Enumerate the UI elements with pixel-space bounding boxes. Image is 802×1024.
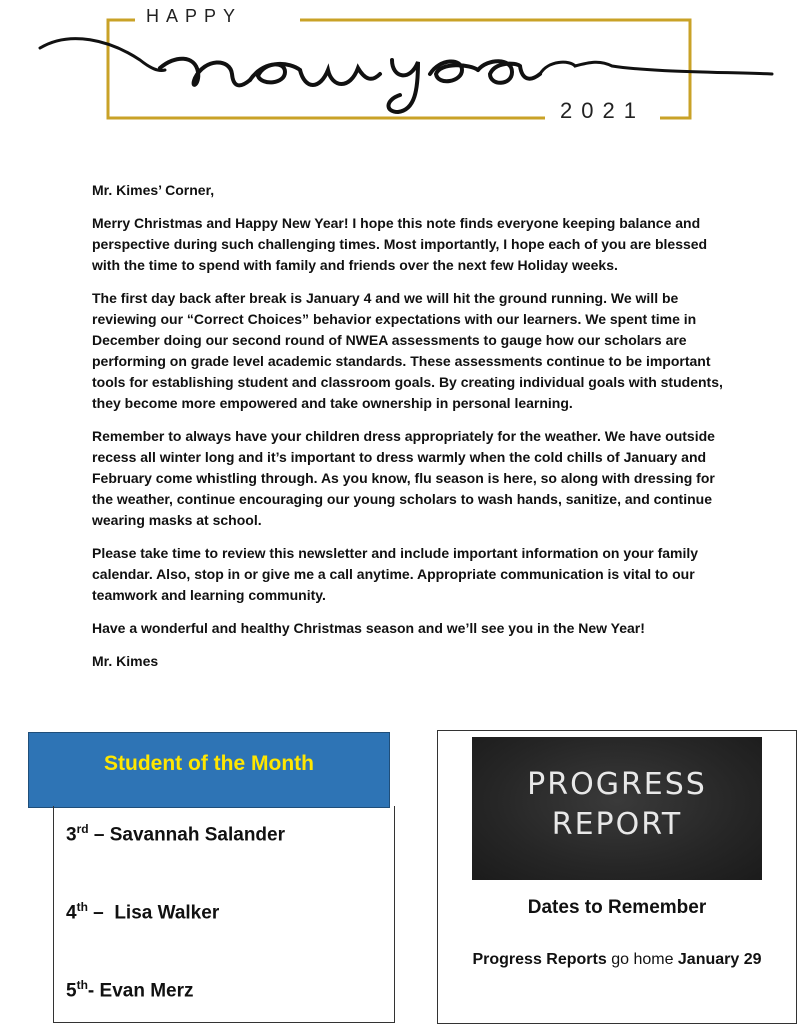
- letter-paragraph: The first day back after break is January 4 and we will hit the ground running. We will be reviewing our “Correct Choices” behavior expectations with our learners. We spent time in December doing our second round of NWEA assessments to gauge how our scholars are performing on grade level academic standards. These assessments continue to be important tools for establishing student and classroom goals. By creating individual goals with students, they become more empowered and take ownership in personal learning.: [92, 290, 723, 411]
- progress-report-chalkboard-image: [472, 737, 762, 880]
- letter-body: [92, 180, 732, 684]
- chalkboard-line: REPORT: [551, 807, 683, 842]
- dates-to-remember-panel: [437, 730, 797, 1024]
- student-of-month-header: [28, 732, 390, 808]
- student-of-month-list: [53, 806, 395, 1023]
- letter-paragraph: Remember to always have your children dress appropriately for the weather. We have outside recess all winter long and it’s important to dress warmly when the cold chills of January and February come whistling through. As you know, flu season is here, so along with dressing for the weather, continue encouraging our young scholars to wash hands, sanitize, and continue wearing masks at school.: [92, 428, 715, 528]
- banner-happy: HAPPY: [146, 6, 243, 26]
- letter-greeting: Mr. Kimes’ Corner,: [92, 182, 215, 198]
- student-entry: 5th- Evan Merz: [66, 978, 194, 1002]
- letter-paragraph: Merry Christmas and Happy New Year! I hope this note finds everyone keeping balance and perspective during such challenging times. Most importantly, I hope each of you are blessed with the time to spend with family and friends over the next few Holiday weeks.: [92, 215, 708, 273]
- banner-year: 2021: [560, 98, 645, 123]
- dates-title: Dates to Remember: [527, 897, 707, 918]
- student-of-month-panel: [28, 732, 390, 1024]
- student-of-month-title: Student of the Month: [104, 752, 314, 775]
- chalkboard-line: PROGRESS: [527, 767, 707, 802]
- student-entry: 3rd – Savannah Salander: [66, 822, 285, 846]
- newsletter-banner: [0, 0, 802, 140]
- student-entry: 4th – Lisa Walker: [66, 900, 220, 924]
- letter-signature: Mr. Kimes: [92, 653, 159, 669]
- letter-paragraph: Please take time to review this newsletter and include important information on your family calendar. Also, stop in or give me a call anytime. Appropriate communication is vital to our teamwork and learning community.: [92, 545, 699, 603]
- letter-paragraph: Have a wonderful and healthy Christmas season and we’ll see you in the New Year!: [92, 620, 645, 636]
- dates-item: Progress Reports go home January 29: [472, 951, 762, 968]
